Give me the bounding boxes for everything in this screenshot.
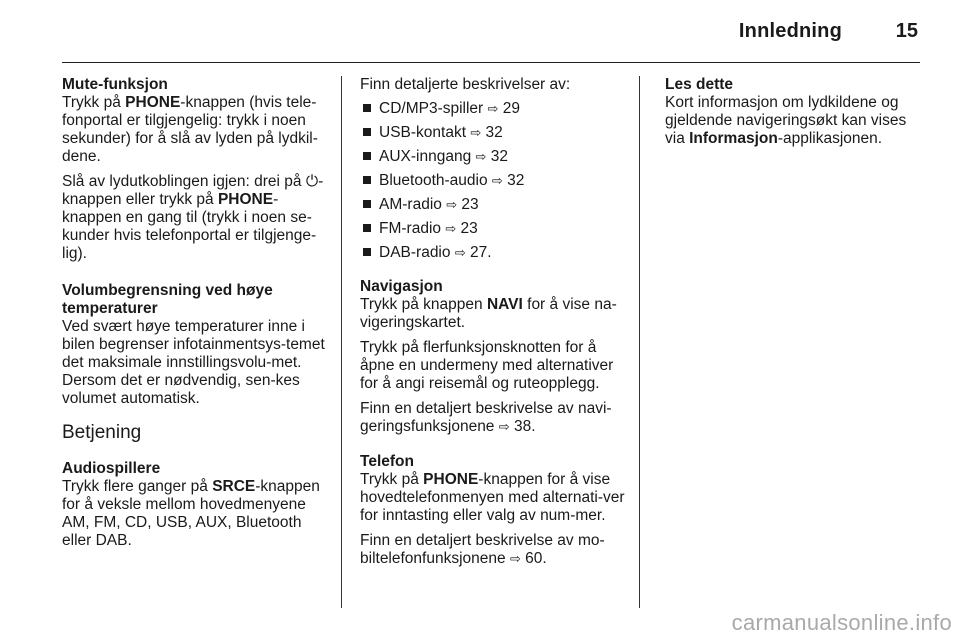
power-icon: ⏻ [305, 173, 319, 190]
telephone-heading: Telefon [360, 453, 414, 470]
mute-paragraph-2: Slå av lydutkoblingen igjen: drei på ⏻-knappen eller trykk på PHONE-knappen en gang til (trykk i noen se-kunder hvis telefonportal er tilgjenge-lig). [62, 173, 324, 262]
reference-arrow-icon: ⇨ [509, 551, 521, 566]
volume-heading: Volumbegrensning ved høye temperaturer [62, 282, 273, 317]
audio-heading: Audiospillere [62, 460, 161, 477]
section-title: Betjening [62, 422, 142, 443]
note-heading: Les dette [665, 76, 734, 93]
bullet-icon [363, 248, 371, 256]
reference-arrow-icon: ⇨ [470, 125, 482, 140]
navigation-paragraph-1: Trykk på knappen NAVI for å vise na-vigeringskartet. [360, 296, 617, 331]
references-intro: Finn detaljerte beskrivelser av: [360, 76, 571, 93]
phone-key-label: PHONE [125, 94, 181, 111]
bullet-icon [363, 200, 371, 208]
list-item: USB-kontakt ⇨ 32 [360, 124, 628, 142]
mute-paragraph-1: Trykk på PHONE-knappen (hvis tele-fonportal er tilgjengelig: trykk i noen sekunder) for å slå av lyden på lydkil-dene. [62, 94, 318, 165]
navigation-paragraph-2: Trykk på flerfunksjonsknotten for å åpne en undermeny med alternativer for å angi reisemål og ruteopplegg. [360, 339, 614, 392]
note-paragraph: Kort informasjon om lydkildene og gjeldende navigeringsøkt kan vises via Informasjon-applikasjonen. [665, 94, 907, 147]
bullet-icon [363, 224, 371, 232]
reference-arrow-icon: ⇨ [475, 149, 487, 164]
audio-paragraph: Trykk flere ganger på SRCE-knappen for å veksle mellom hovedmenyene AM, FM, CD, USB, AUX, Bluetooth eller DAB. [62, 478, 320, 549]
column-divider-left [341, 76, 342, 608]
list-item: AUX-inngang ⇨ 32 [360, 148, 628, 166]
column-left [62, 76, 330, 557]
bullet-icon [363, 128, 371, 136]
phone-key-label: PHONE [423, 471, 479, 488]
list-item: AM-radio ⇨ 23 [360, 196, 628, 214]
telephone-paragraph-1: Trykk på PHONE-knappen for å vise hovedtelefonmenyen med alternati-ver for inntasting eller valg av num-mer. [360, 471, 625, 524]
page-number: 15 [895, 20, 918, 42]
column-middle [360, 76, 628, 575]
column-right [665, 76, 925, 155]
list-item: FM-radio ⇨ 23 [360, 220, 628, 238]
volume-paragraph: Ved svært høye temperaturer inne i bilen begrenser infotainmentsys-temet det maksimale innstillingsvolu-met. Dersom det er nødvendig, sen-kes volumet automatisk. [62, 318, 325, 407]
page-title: Innledning [738, 20, 842, 42]
mute-heading: Mute-funksjon [62, 76, 168, 93]
phone-key-label: PHONE [217, 191, 274, 208]
list-item: DAB-radio ⇨ 27. [360, 244, 628, 262]
bullet-icon [363, 104, 371, 112]
reference-arrow-icon: ⇨ [445, 221, 457, 236]
reference-arrow-icon: ⇨ [487, 101, 499, 116]
reference-arrow-icon: ⇨ [498, 419, 510, 434]
navigation-heading: Navigasjon [360, 278, 443, 295]
watermark: carmanualsonline.info [731, 610, 952, 635]
reference-arrow-icon: ⇨ [446, 197, 458, 212]
reference-list [360, 100, 628, 262]
informasjon-label: Informasjon [689, 130, 778, 147]
navigation-paragraph-3: Finn en detaljert beskrivelse av navi-geringsfunksjonene ⇨ 38. [360, 400, 612, 435]
telephone-paragraph-2: Finn en detaljert beskrivelse av mo-biltelefonfunksjonene ⇨ 60. [360, 532, 605, 567]
bullet-icon [363, 176, 371, 184]
list-item: Bluetooth-audio ⇨ 32 [360, 172, 628, 190]
page-header [62, 0, 920, 63]
navi-key-label: NAVI [486, 296, 523, 313]
column-divider-right [639, 76, 640, 608]
bullet-icon [363, 152, 371, 160]
srce-key-label: SRCE [212, 478, 256, 495]
list-item: CD/MP3-spiller ⇨ 29 [360, 100, 628, 118]
reference-arrow-icon: ⇨ [454, 245, 466, 260]
reference-arrow-icon: ⇨ [491, 173, 503, 188]
